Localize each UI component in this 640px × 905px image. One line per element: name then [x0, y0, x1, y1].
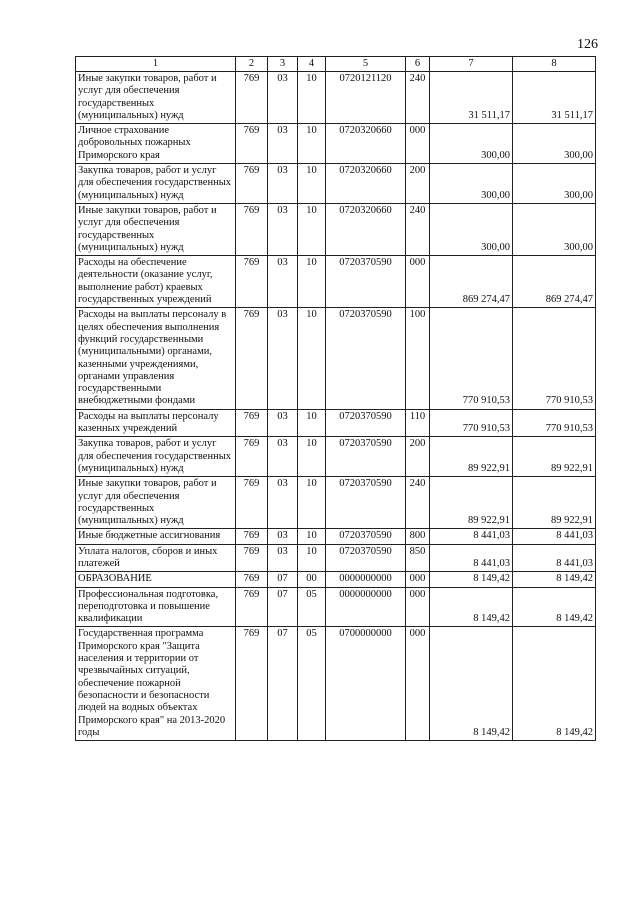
amount-col8: 300,00 [513, 164, 596, 204]
subsection-code: 10 [298, 256, 326, 308]
subsection-code: 10 [298, 124, 326, 164]
subsection-code: 05 [298, 627, 326, 741]
target-code: 0720370590 [326, 308, 406, 409]
item-name: Государственная программа Приморского края "Защита населения и территории от чрезвычайных ситуаций, обеспечение пожарной безопасности и безопасности людей на водных объектах Приморского края" на 2013-2020 годы [76, 627, 236, 741]
expense-type-code: 100 [406, 308, 430, 409]
amount-col8: 770 910,53 [513, 409, 596, 437]
expense-type-code: 240 [406, 477, 430, 529]
section-code: 03 [268, 203, 298, 255]
amount-col7: 770 910,53 [430, 409, 513, 437]
expense-type-code: 200 [406, 164, 430, 204]
target-code: 0000000000 [326, 587, 406, 627]
subsection-code: 10 [298, 437, 326, 477]
item-name: Личное страхование добровольных пожарных Приморского края [76, 124, 236, 164]
amount-col7: 8 149,42 [430, 587, 513, 627]
section-code: 03 [268, 308, 298, 409]
header-cell: 3 [268, 57, 298, 72]
budget-table [75, 56, 596, 741]
amount-col7: 8 149,42 [430, 572, 513, 587]
amount-col7: 89 922,91 [430, 437, 513, 477]
table-row [76, 164, 596, 204]
ministry-code: 769 [236, 72, 268, 124]
amount-col7: 8 441,03 [430, 544, 513, 572]
ministry-code: 769 [236, 164, 268, 204]
table-row [76, 572, 596, 587]
ministry-code: 769 [236, 529, 268, 544]
amount-col8: 8 441,03 [513, 544, 596, 572]
amount-col7: 300,00 [430, 164, 513, 204]
subsection-code: 10 [298, 529, 326, 544]
item-name: Иные бюджетные ассигнования [76, 529, 236, 544]
header-cell: 4 [298, 57, 326, 72]
amount-col8: 89 922,91 [513, 437, 596, 477]
amount-col8: 869 274,47 [513, 256, 596, 308]
ministry-code: 769 [236, 477, 268, 529]
ministry-code: 769 [236, 587, 268, 627]
expense-type-code: 200 [406, 437, 430, 477]
amount-col7: 770 910,53 [430, 308, 513, 409]
item-name: Закупка товаров, работ и услуг для обеспечения государственных (муниципальных) нужд [76, 164, 236, 204]
section-code: 03 [268, 72, 298, 124]
expense-type-code: 000 [406, 256, 430, 308]
amount-col8: 89 922,91 [513, 477, 596, 529]
section-code: 03 [268, 477, 298, 529]
item-name: Расходы на обеспечение деятельности (оказание услуг, выполнение работ) краевых государственных учреждений [76, 256, 236, 308]
section-code: 07 [268, 627, 298, 741]
section-code: 07 [268, 572, 298, 587]
target-code: 0720370590 [326, 409, 406, 437]
target-code: 0720121120 [326, 72, 406, 124]
subsection-code: 10 [298, 308, 326, 409]
amount-col7: 300,00 [430, 203, 513, 255]
target-code: 0720320660 [326, 203, 406, 255]
header-cell: 7 [430, 57, 513, 72]
amount-col7: 8 149,42 [430, 627, 513, 741]
amount-col7: 869 274,47 [430, 256, 513, 308]
target-code: 0720320660 [326, 164, 406, 204]
table-row [76, 124, 596, 164]
item-name: ОБРАЗОВАНИЕ [76, 572, 236, 587]
table-row [76, 477, 596, 529]
subsection-code: 05 [298, 587, 326, 627]
table-row [76, 308, 596, 409]
amount-col7: 89 922,91 [430, 477, 513, 529]
amount-col8: 8 149,42 [513, 627, 596, 741]
expense-type-code: 000 [406, 572, 430, 587]
target-code: 0720370590 [326, 256, 406, 308]
section-code: 03 [268, 529, 298, 544]
section-code: 07 [268, 587, 298, 627]
page-number: 126 [577, 37, 598, 52]
ministry-code: 769 [236, 409, 268, 437]
subsection-code: 10 [298, 544, 326, 572]
amount-col7: 31 511,17 [430, 72, 513, 124]
expense-type-code: 000 [406, 627, 430, 741]
header-row [76, 57, 596, 72]
target-code: 0720370590 [326, 529, 406, 544]
item-name: Иные закупки товаров, работ и услуг для обеспечения государственных (муниципальных) нужд [76, 477, 236, 529]
amount-col8: 8 149,42 [513, 572, 596, 587]
amount-col8: 8 441,03 [513, 529, 596, 544]
item-name: Иные закупки товаров, работ и услуг для обеспечения государственных (муниципальных) нужд [76, 72, 236, 124]
target-code: 0700000000 [326, 627, 406, 741]
subsection-code: 10 [298, 164, 326, 204]
item-name: Закупка товаров, работ и услуг для обеспечения государственных (муниципальных) нужд [76, 437, 236, 477]
table-row [76, 72, 596, 124]
target-code: 0720370590 [326, 437, 406, 477]
header-cell: 8 [513, 57, 596, 72]
target-code: 0000000000 [326, 572, 406, 587]
amount-col7: 8 441,03 [430, 529, 513, 544]
table-row [76, 256, 596, 308]
header-cell: 6 [406, 57, 430, 72]
header-cell: 1 [76, 57, 236, 72]
expense-type-code: 240 [406, 203, 430, 255]
table-row [76, 203, 596, 255]
expense-type-code: 850 [406, 544, 430, 572]
section-code: 03 [268, 164, 298, 204]
section-code: 03 [268, 409, 298, 437]
header-cell: 2 [236, 57, 268, 72]
subsection-code: 00 [298, 572, 326, 587]
ministry-code: 769 [236, 124, 268, 164]
header-cell: 5 [326, 57, 406, 72]
ministry-code: 769 [236, 544, 268, 572]
expense-type-code: 000 [406, 124, 430, 164]
ministry-code: 769 [236, 203, 268, 255]
table-row [76, 437, 596, 477]
amount-col7: 300,00 [430, 124, 513, 164]
target-code: 0720370590 [326, 477, 406, 529]
amount-col8: 300,00 [513, 203, 596, 255]
target-code: 0720320660 [326, 124, 406, 164]
subsection-code: 10 [298, 203, 326, 255]
amount-col8: 8 149,42 [513, 587, 596, 627]
item-name: Уплата налогов, сборов и иных платежей [76, 544, 236, 572]
subsection-code: 10 [298, 409, 326, 437]
subsection-code: 10 [298, 477, 326, 529]
table-row [76, 529, 596, 544]
item-name: Иные закупки товаров, работ и услуг для обеспечения государственных (муниципальных) нужд [76, 203, 236, 255]
section-code: 03 [268, 544, 298, 572]
expense-type-code: 000 [406, 587, 430, 627]
expense-type-code: 800 [406, 529, 430, 544]
table-row [76, 544, 596, 572]
table-row [76, 587, 596, 627]
expense-type-code: 110 [406, 409, 430, 437]
item-name: Расходы на выплаты персоналу казенных учреждений [76, 409, 236, 437]
table-row [76, 627, 596, 741]
amount-col8: 300,00 [513, 124, 596, 164]
item-name: Расходы на выплаты персоналу в целях обеспечения выполнения функций государственными (муниципальными) органами, казенными учреждениями, органами управления государственными внебюджетными фондами [76, 308, 236, 409]
target-code: 0720370590 [326, 544, 406, 572]
ministry-code: 769 [236, 627, 268, 741]
amount-col8: 31 511,17 [513, 72, 596, 124]
table-row [76, 409, 596, 437]
ministry-code: 769 [236, 572, 268, 587]
item-name: Профессиональная подготовка, переподготовка и повышение квалификации [76, 587, 236, 627]
section-code: 03 [268, 437, 298, 477]
section-code: 03 [268, 256, 298, 308]
ministry-code: 769 [236, 256, 268, 308]
amount-col8: 770 910,53 [513, 308, 596, 409]
subsection-code: 10 [298, 72, 326, 124]
ministry-code: 769 [236, 437, 268, 477]
section-code: 03 [268, 124, 298, 164]
expense-type-code: 240 [406, 72, 430, 124]
ministry-code: 769 [236, 308, 268, 409]
